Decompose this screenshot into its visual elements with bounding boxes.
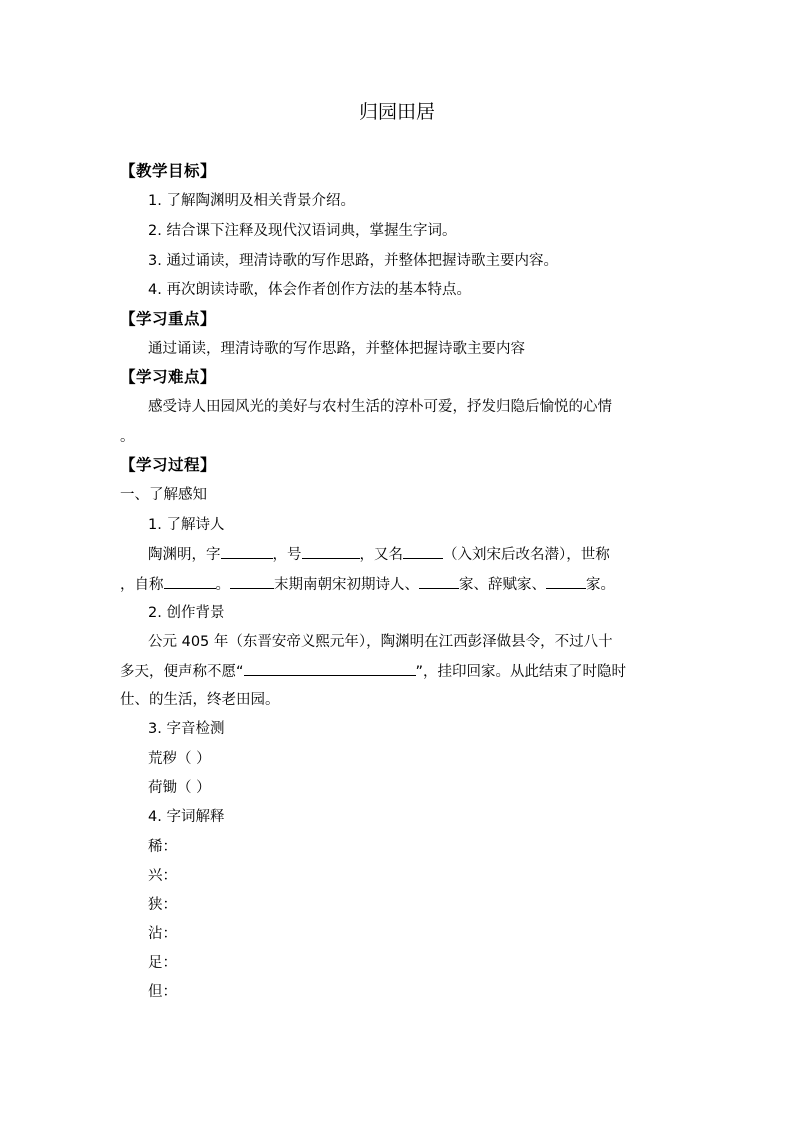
section-understanding: 一、了解感知 [120, 487, 207, 503]
fill-blank-dynasty[interactable] [230, 573, 274, 589]
poet-text: 家。 [586, 577, 615, 593]
word-item: 兴： [148, 868, 177, 884]
word-item: 但： [148, 984, 177, 1000]
fill-blank-other-name[interactable] [403, 543, 443, 559]
fill-blank-courtesy-name[interactable] [221, 543, 273, 559]
background-line-2 [120, 660, 680, 683]
word-item: 狭： [148, 897, 177, 913]
heading-difficulties: 【学习难点】 [120, 368, 217, 386]
poet-text: 末期南朝宋初期诗人、 [274, 577, 419, 593]
pronunciation-item-2: 荷锄（ ） [148, 780, 211, 796]
poet-text: ，自称 [120, 577, 164, 593]
fill-blank-genre-1[interactable] [419, 573, 459, 589]
goal-item-2: 2. 结合课下注释及现代汉语词典，掌握生字词。 [148, 223, 457, 239]
word-item: 稀： [148, 839, 177, 855]
fill-blank-art-name[interactable] [302, 543, 360, 559]
key-points-text: 通过诵读，理清诗歌的写作思路，并整体把握诗歌主要内容 [148, 341, 525, 357]
subsection-pronunciation: 3. 字音检测 [148, 721, 225, 737]
goal-item-1: 1. 了解陶渊明及相关背景介绍。 [148, 193, 355, 209]
subsection-poet: 1. 了解诗人 [148, 517, 225, 533]
poet-text: （入刘宋后改名潜），世称 [443, 547, 610, 563]
word-item: 沾： [148, 926, 177, 942]
goal-item-3: 3. 通过诵读，理清诗歌的写作思路，并整体把握诗歌主要内容。 [148, 253, 558, 269]
heading-teaching-goals: 【教学目标】 [120, 162, 217, 180]
background-text: ”，挂印回家。从此结束了时隐时 [415, 664, 627, 680]
poet-text: ，号 [272, 547, 302, 563]
poet-text: 。 [215, 577, 230, 593]
fill-blank-quote[interactable] [244, 660, 416, 676]
goal-item-4: 4. 再次朗读诗歌，体会作者创作方法的基本特点。 [148, 282, 471, 298]
poet-text: 陶渊明，字 [148, 547, 221, 563]
poet-line-1 [148, 543, 680, 566]
poet-line-2 [120, 573, 680, 596]
poet-text: ，又名 [359, 547, 403, 563]
difficulties-text: 感受诗人田园风光的美好与农村生活的淳朴可爱，抒发归隐后愉悦的心情 [148, 399, 612, 415]
background-line-3: 仕、的生活，终老田园。 [120, 692, 280, 708]
fill-blank-genre-2[interactable] [546, 573, 586, 589]
subsection-word-meaning: 4. 字词解释 [148, 809, 225, 825]
difficulties-text-end: 。 [120, 429, 135, 445]
word-item: 足： [148, 955, 177, 971]
subsection-background: 2. 创作背景 [148, 605, 225, 621]
heading-learning-process: 【学习过程】 [120, 456, 217, 474]
poet-text: 家、辞赋家、 [459, 577, 546, 593]
fill-blank-self-title[interactable] [164, 573, 216, 589]
document-title: 归园田居 [358, 101, 435, 123]
background-line-1: 公元 405 年（东晋安帝义熙元年），陶渊明在江西彭泽做县令，不过八十 [148, 634, 613, 650]
background-text: 多天，便声称不愿“ [120, 664, 244, 680]
pronunciation-item-1: 荒秽（ ） [148, 751, 211, 767]
heading-key-points: 【学习重点】 [120, 310, 217, 328]
